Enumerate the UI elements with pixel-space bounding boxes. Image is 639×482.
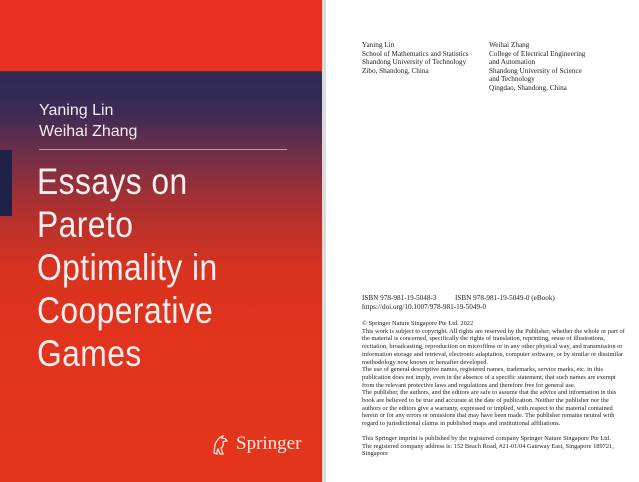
cover-title-line-4: Games: [37, 333, 142, 374]
cover-divider: [39, 149, 287, 150]
publisher-name: Springer: [236, 433, 302, 454]
imprint-address: The registered company address is: 152 Beach Road, #21-01/04 Gateway East, Singapore 189721, Singapore: [362, 442, 614, 458]
isbn-ebook: ISBN 978-981-19-5049-0 (eBook): [455, 294, 555, 302]
author-2-affiliation: [489, 41, 609, 93]
legal-paragraph: The publisher, the authors, and the editors are safe to assume that the advice and information in this book are believed to be true and accurate at the date of publication. Neither the publisher nor the authors or the editors give a warranty, expressed or implied, with respect to the material contained herein or for any errors or omissions that may have been made. The publisher remains neutral with regard to jurisdictional claims in published maps and institutional affiliations.: [362, 389, 617, 428]
imprint-line: This Springer imprint is published by the registered company Springer Nature Singapore Pte Ltd.: [362, 434, 611, 442]
springer-horse-icon: [210, 433, 230, 455]
publisher-logo: [210, 433, 301, 455]
legal-text: [362, 320, 628, 458]
author-2-line: Shandong University of Science: [489, 66, 582, 75]
author-1-name: Yaning Lin: [362, 41, 395, 49]
isbn-block: [362, 294, 622, 311]
author-2-name: Weihai Zhang: [489, 41, 530, 49]
cover-title-line-1: Essays on Pareto: [37, 161, 188, 245]
author-2-line: College of Electrical Engineering: [489, 49, 586, 58]
cover-accent-bar: [0, 150, 12, 216]
copyright-line: © Springer Nature Singapore Pte Ltd. 2022: [362, 320, 474, 327]
legal-paragraph: This work is subject to copyright. All rights are reserved by the Publisher, whether the whole or part of the material is concerned, specifically the rights of translation, reprinting, reuse of illustrations, recitation, broadcasting, reproduction on microfilms or in any other physical way, and transmission or information storage and retrieval, electronic adaptation, computer software, or by similar or dissimilar methodology now known or hereafter developed.: [362, 327, 625, 366]
author-1-line: Shandong University of Technology: [362, 58, 467, 67]
copyright-page: [326, 0, 639, 482]
doi-link[interactable]: https://doi.org/10.1007/978-981-19-5049-0: [362, 302, 487, 311]
cover-author-1: Yaning Lin: [39, 102, 114, 119]
cover-author-2: Weihai Zhang: [39, 123, 138, 140]
author-2-line: and Automation: [489, 58, 536, 67]
cover-title: [37, 160, 269, 375]
cover-top-band: [0, 0, 322, 71]
author-1-affiliation: [362, 41, 482, 75]
legal-paragraph: The use of general descriptive names, registered names, trademarks, service marks, etc. in this publication does not imply, even in the absence of a specific statement, that such names are exempt from the relevant protective laws and regulations and therefore free for general use.: [362, 366, 616, 389]
author-2-line: Qingdao, Shandong, China: [489, 83, 567, 92]
isbn-print: ISBN 978-981-19-5048-3: [362, 294, 437, 302]
author-1-line: Zibo, Shandong, China: [362, 66, 429, 75]
author-1-line: School of Mathematics and Statistics: [362, 49, 469, 58]
cover-authors: [39, 100, 137, 142]
cover-title-line-3: Cooperative: [37, 290, 214, 331]
cover-title-line-2: Optimality in: [37, 247, 218, 288]
author-2-line: and Technology: [489, 75, 535, 84]
